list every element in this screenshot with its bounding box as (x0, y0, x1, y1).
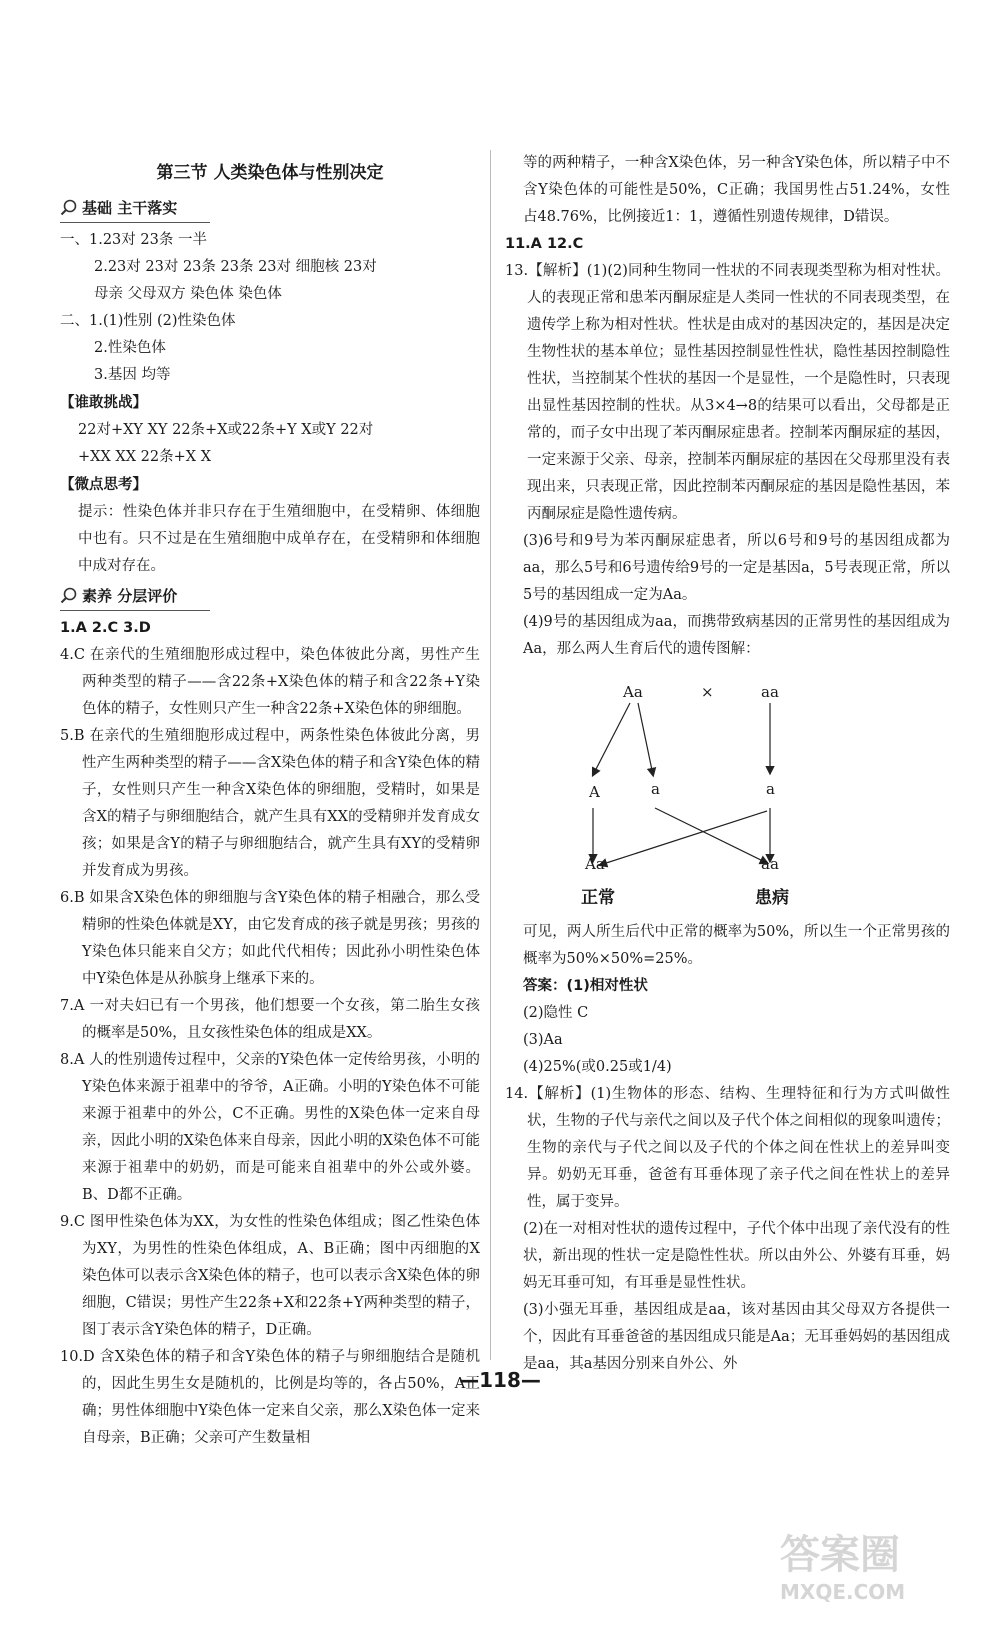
answer-line: 2.性染色体 (94, 340, 166, 356)
watermark-text: 答案圈 (780, 1532, 900, 1578)
cross-symbol: × (701, 683, 714, 701)
think-text: 提示：性染色体并非只存在于生殖细胞中，在受精卵、体细胞中也有。只不过是在生殖细胞中成单存在，在受精卵和体细胞中成对存在。 (78, 504, 480, 574)
answer-line: 3.基因 均等 (94, 367, 171, 383)
answer-line: (4)25%(或0.25或1/4) (523, 1059, 672, 1075)
question-10: 10.D 含X染色体的精子和含Y染色体的精子与卵细胞结合是随机的，因此生男生女是随机的，比例是均等的，各占50%，A正确；男性体细胞中Y染色体一定来自父亲，那么X染色体一定来自母亲，B正确；父亲可产生数量相 (60, 1349, 480, 1446)
answer-label: 答案：(1)相对性状 (523, 978, 648, 994)
think-tag: 【微点思考】 (60, 477, 147, 493)
challenge-line: 22对+XY XY 22条+X或22条+Y X或Y 22对 (78, 422, 374, 438)
watermark-logo (780, 1523, 960, 1603)
question-13-part4: (4)9号的基因组成为aa，而携带致病基因的正常男性的基因组成为Aa，那么两人生育后代的遗传图解： (523, 614, 950, 657)
section-header-label: 素养 分层评价 (82, 587, 178, 605)
question-8: 8.A 人的性别遗传过程中，父亲的Y染色体一定传给男孩，小明的Y染色体来源于祖辈中的爷爷，A正确。小明的Y染色体不可能来源于祖辈中的外公，C不正确。男性的X染色体一定来自母亲，因此小明的X染色体来自母亲，因此小明的X染色体不可能来源于祖辈中的奶奶，而是可能来自祖辈中的外公或外婆。B、D都不正确。 (60, 1052, 480, 1203)
right-column (505, 150, 950, 1378)
answer-line: (2)隐性 C (523, 1005, 589, 1021)
cross-arrows (505, 683, 950, 913)
section-header-eval (60, 582, 210, 611)
answer-line: 2.23对 23对 23条 23条 23对 细胞核 23对 (94, 259, 377, 275)
watermark-url: MXQE.COM (780, 1580, 906, 1604)
probability-text: 可见，两人所生后代中正常的概率为50%，所以生一个正常男孩的概率为50%×50%=25%。 (523, 924, 950, 967)
magnifier-icon (60, 199, 78, 217)
question-13-part3: (3)6号和9号为苯丙酮尿症患者，所以6号和9号的基因组成都为aa，那么5号和6号遗传给9号的一定是基因a，5号表现正常，所以5号的基因组成一定为Aa。 (523, 533, 950, 603)
answer-line: 一、1.23对 23条 一半 (60, 232, 207, 248)
magnifier-icon (60, 587, 78, 605)
column-divider (490, 150, 491, 1360)
section-title: 第三节 人类染色体与性别决定 (156, 163, 384, 183)
left-column (60, 150, 480, 1452)
phenotype-affected: 患病 (755, 888, 789, 908)
parent-1-genotype: Aa (623, 683, 643, 701)
genetic-cross-diagram (505, 683, 950, 913)
phenotype-normal: 正常 (581, 888, 615, 908)
answer-line: 11.A 12.C (505, 236, 584, 252)
challenge-line: +XX XX 22条+X X (78, 449, 212, 465)
question-7: 7.A 一对夫妇已有一个男孩，他们想要一个女孩，第二胎生女孩的概率是50%，且女孩性染色体的组成是XX。 (60, 998, 480, 1041)
question-14: 14.【解析】(1)生物体的形态、结构、生理特征和行为方式叫做性状，生物的子代与亲代之间以及子代个体之间相似的现象叫遗传；生物的亲代与子代之间以及子代的个体之间在性状上的差异叫变异。奶奶无耳垂，爸爸有耳垂体现了亲子代之间在性状上的差异性，属于变异。 (505, 1086, 950, 1210)
page-number: —118— (459, 1368, 541, 1392)
question-10-continued: 等的两种精子，一种含X染色体，另一种含Y染色体，所以精子中不含Y染色体的可能性是50%，C正确；我国男性占51.24%，女性占48.76%，比例接近1：1，遵循性别遗传规律，D错误。 (523, 155, 950, 225)
gamete-label: a (651, 780, 660, 798)
answer-line: 1.A 2.C 3.D (60, 620, 151, 636)
answer-line: 母亲 父母双方 染色体 染色体 (94, 286, 282, 302)
gamete-label: a (766, 780, 775, 798)
question-13: 13.【解析】(1)(2)同种生物同一性状的不同表现类型称为相对性状。人的表现正常和患苯丙酮尿症是人类同一性状的不同表现类型，在遗传学上称为相对性状。性状是由成对的基因决定的，基因是决定生物性状的基本单位；显性基因控制显性性状，隐性基因控制隐性性状，当控制某个性状的基因一个是显性，一个是隐性时，只表现出显性基因控制的性状。从3×4→8的结果可以看出，父母都是正常的，而子女中出现了苯丙酮尿症患者。控制苯丙酮尿症的基因，一定来源于父亲、母亲，控制苯丙酮尿症的基因在父母那里没有表现出来，只表现正常，因此控制苯丙酮尿症的基因是隐性基因，苯丙酮尿症是隐性遗传病。 (505, 263, 950, 522)
parent-2-genotype: aa (761, 683, 779, 701)
section-header-basic (60, 194, 210, 223)
offspring-genotype: Aa (585, 855, 605, 873)
offspring-genotype: aa (761, 855, 779, 873)
challenge-tag: 【谁敢挑战】 (60, 395, 147, 411)
answer-line: 二、1.(1)性别 (2)性染色体 (60, 313, 236, 329)
question-6: 6.B 如果含X染色体的卵细胞与含Y染色体的精子相融合，那么受精卵的性染色体就是XY，由它发育成的孩子就是男孩；男孩的Y染色体只能来自父方；如此代代相传；因此孙小明性染色体中Y染色体是从孙膑身上继承下来的。 (60, 890, 480, 987)
question-9: 9.C 图甲性染色体为XX，为女性的性染色体组成；图乙性染色体为XY，为男性的性染色体组成，A、B正确；图中丙细胞的X染色体可以表示含X染色体的精子，也可以表示含X染色体的卵细胞，C错误；男性产生22条+X和22条+Y两种类型的精子，图丁表示含Y染色体的精子，D正确。 (60, 1214, 480, 1338)
gamete-label: A (589, 783, 600, 801)
answer-line: (3)Aa (523, 1032, 563, 1048)
question-5: 5.B 在亲代的生殖细胞形成过程中，两条性染色体彼此分离，男性产生两种类型的精子——含X染色体的精子和含Y染色体的精子，女性则只产生一种含X染色体的卵细胞，受精时，如果是含X的精子与卵细胞结合，就产生具有XX的受精卵并发育成女孩；如果是含Y的精子与卵细胞结合，就产生具有XY的受精卵并发育成为男孩。 (60, 728, 480, 879)
question-14-part2: (2)在一对相对性状的遗传过程中，子代个体中出现了亲代没有的性状，新出现的性状一定是隐性性状。所以由外公、外婆有耳垂，妈妈无耳垂可知，有耳垂是显性性状。 (523, 1221, 950, 1291)
question-14-part3: (3)小强无耳垂，基因组成是aa，该对基因由其父母双方各提供一个，因此有耳垂爸爸的基因组成只能是Aa；无耳垂妈妈的基因组成是aa，其a基因分别来自外公、外 (523, 1302, 950, 1372)
section-header-label: 基础 主干落实 (82, 199, 178, 217)
question-4: 4.C 在亲代的生殖细胞形成过程中，染色体彼此分离，男性产生两种类型的精子——含22条+X染色体的精子和含22条+Y染色体的精子，女性则只产生一种含22条+X染色体的卵细胞。 (60, 647, 480, 717)
